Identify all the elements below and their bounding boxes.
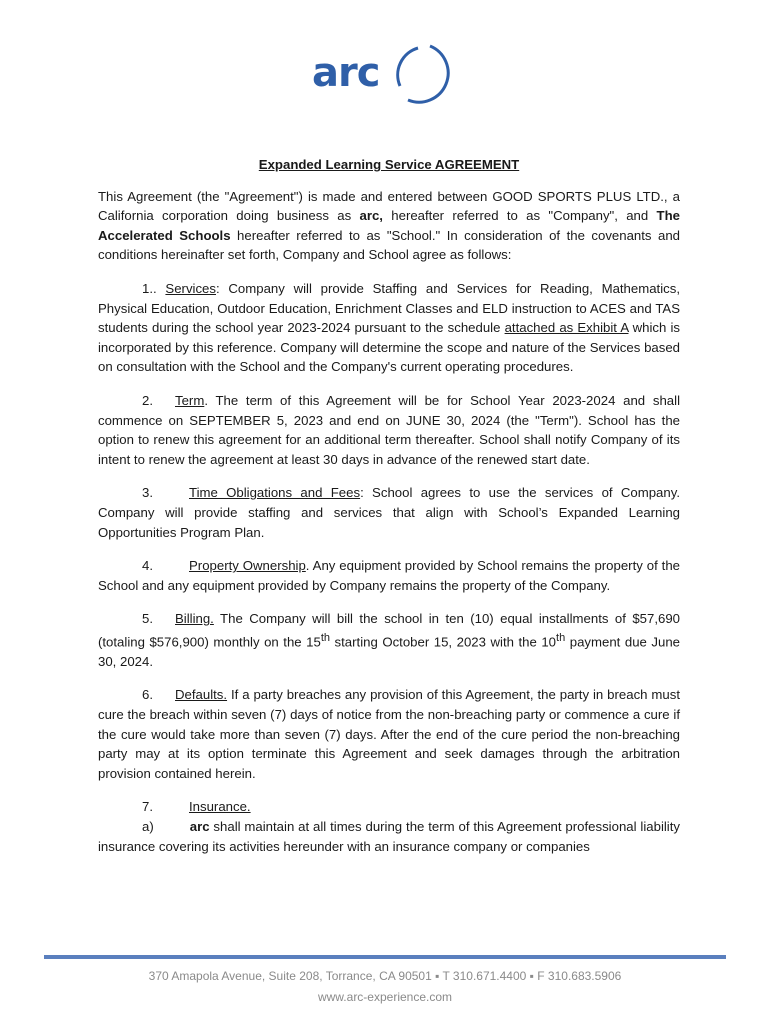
document-title: Expanded Learning Service AGREEMENT <box>258 157 520 172</box>
section-text: If a party breaches any provision of this Agreement, the party in breach must cure the breach within seven (7) days of notice from the non-breaching party or commence a cure if the cure would take more than seven (7) days. After the end of the cure period the non-breaching party may at its option terminate this Agreement and seek damages through the arbitration provision contained herein. <box>98 687 680 781</box>
section-term <box>98 391 680 469</box>
section-number: 5. <box>142 611 153 627</box>
section-property <box>98 556 680 595</box>
section-billing <box>98 609 680 671</box>
section-number: 1.. <box>142 280 157 296</box>
intro-paragraph <box>98 187 680 265</box>
clause-text: shall maintain at all times during the term of this Agreement professional liability insurance covering its activities hereunder with an insurance company or companies <box>98 819 680 854</box>
company-logo <box>312 42 462 112</box>
logo-wordmark: arc <box>312 50 380 96</box>
footer-divider <box>44 955 726 959</box>
clause-letter: a) <box>142 819 154 835</box>
agreement-document <box>98 155 680 870</box>
intro-text-1: This Agreement (the "Agreement") is made and entered between GOOD SPORTS PLUS LTD., a California corporation doing business as <box>98 188 680 224</box>
section-text: . Any equipment provided by School remains the property of the School and any equipment provided by Company remains the property of the Company. <box>98 558 680 593</box>
section-text-2: starting October 15, 2023 with the 10 <box>330 634 557 650</box>
intro-text-2: hereafter referred to as "Company", and <box>382 208 657 224</box>
section-heading: Billing. <box>175 611 214 627</box>
clause-bold-arc: arc <box>189 819 210 835</box>
section-text-2: which is incorporated by this reference. Company will determine the scope and nature of the Services based on consultation with the School and the Company's current operating procedures. <box>98 320 680 375</box>
section-text: . The term of this Agreement will be for School Year 2023-2024 and shall commence on SEPTEMBER 5, 2023 and end on JUNE 30, 2024 (the "Term"). School has the option to renew this agreement for an additional term thereafter. School shall notify Company of its intent to renew the agreement at least 30 days in advance of the renewed start date. <box>98 392 680 467</box>
exhibit-reference: attached as Exhibit A <box>504 320 629 336</box>
footer-address: 370 Amapola Avenue, Suite 208, Torrance, CA 90501 ▪ T 310.671.4400 ▪ F 310.683.5906 <box>148 969 622 983</box>
section-number: 7. <box>142 799 153 815</box>
section-text: : Company will provide Staffing and Services for Reading, Mathematics, Physical Education, Outdoor Education, Enrichment Classes and ELD instruction to ACES and TAS students during the school year 2023-2024 pursuant to the schedule <box>98 280 680 336</box>
superscript: th <box>320 631 331 644</box>
section-number: 2. <box>142 392 153 408</box>
intro-text-3: hereafter referred to as "School." In consideration of the covenants and conditions hereinafter set forth, Company and School agree as follows: <box>98 227 680 263</box>
section-defaults <box>98 685 680 783</box>
section-number: 6. <box>142 687 153 703</box>
section-heading: Property Ownership <box>189 558 306 574</box>
logo-arc-icon <box>392 42 458 108</box>
section-text: : School agrees to use the services of Company. Company will provide staffing and services that align with School’s Expanded Learning Opportunities Program Plan. <box>98 485 681 540</box>
intro-bold-arc: arc, <box>359 208 383 224</box>
superscript: th <box>556 631 566 644</box>
insurance-clause-a <box>98 817 680 856</box>
section-insurance <box>98 797 680 856</box>
section-heading: Time Obligations and Fees <box>189 485 361 501</box>
section-text: The Company will bill the school in ten (10) equal installments of $57,690 (totaling $576,900) monthly on the 15 <box>98 611 680 650</box>
section-number: 3. <box>142 485 153 501</box>
section-number: 4. <box>142 558 153 574</box>
footer-website: www.arc-experience.com <box>317 990 453 1004</box>
section-time-obligations <box>98 483 680 542</box>
section-heading: Defaults. <box>175 687 228 703</box>
section-heading: Insurance. <box>189 799 251 815</box>
intro-bold-school: The Accelerated Schools <box>98 208 680 243</box>
section-services <box>98 279 680 377</box>
section-heading: Services <box>165 280 216 296</box>
section-heading: Term <box>175 392 205 408</box>
section-text-3: payment due June 30, 2024. <box>98 634 680 669</box>
